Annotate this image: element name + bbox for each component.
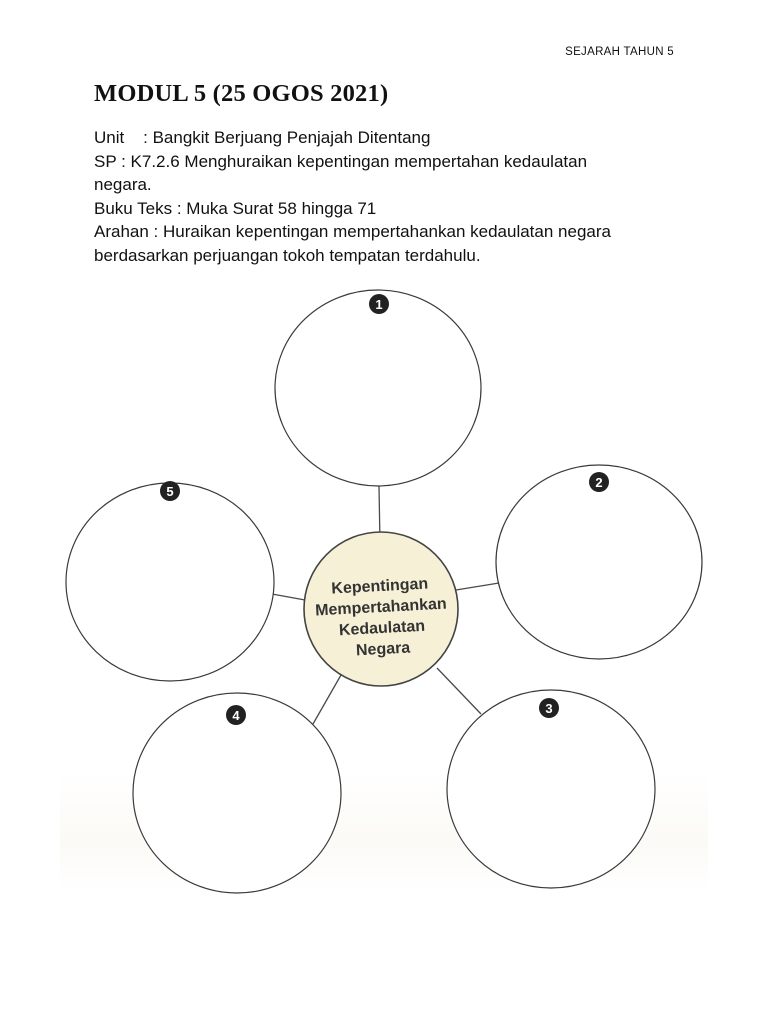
center-label-line-2: Mempertahankan <box>314 595 448 620</box>
page-title: MODUL 5 (25 OGOS 2021) <box>94 80 389 107</box>
instruction-line-1: Arahan : Huraikan kepentingan mempertahankan kedaulatan negara <box>94 222 611 242</box>
sp-line-2: negara. <box>94 175 152 195</box>
number-badge-2 <box>589 472 609 492</box>
connector-5 <box>272 594 305 600</box>
answer-circle-2[interactable] <box>496 465 702 659</box>
number-badge-4 <box>226 705 246 725</box>
subject-header: SEJARAH TAHUN 5 <box>565 46 674 58</box>
center-label-line-3: Kedaulatan <box>338 617 426 640</box>
number-badge-3 <box>539 698 559 718</box>
center-label-line-4: Negara <box>355 639 411 660</box>
number-badge-5 <box>160 481 180 501</box>
center-label-line-1: Kepentingan <box>330 575 429 598</box>
badge-3-label: 3 <box>545 701 553 716</box>
badge-4-label: 4 <box>232 708 240 723</box>
answer-circle-5[interactable] <box>66 483 274 681</box>
badge-1-label: 1 <box>375 297 383 312</box>
badge-2-label: 2 <box>595 475 603 490</box>
number-badge-1 <box>369 294 389 314</box>
answer-circle-1[interactable] <box>275 290 481 486</box>
connector-3 <box>437 668 481 714</box>
badge-5-label: 5 <box>166 484 174 499</box>
instruction-line-2: berdasarkan perjuangan tokoh tempatan terdahulu. <box>94 245 481 265</box>
answer-circle-3[interactable] <box>447 690 655 888</box>
unit-line: Unit : Bangkit Berjuang Penjajah Ditentang <box>94 128 431 147</box>
sp-line-1: SP : K7.2.6 Menghuraikan kepentingan mempertahan kedaulatan <box>94 151 588 171</box>
connector-4 <box>313 675 341 724</box>
textbook-line: Buku Teks : Muka Surat 58 hingga 71 <box>94 198 377 218</box>
connector-2 <box>456 583 499 590</box>
